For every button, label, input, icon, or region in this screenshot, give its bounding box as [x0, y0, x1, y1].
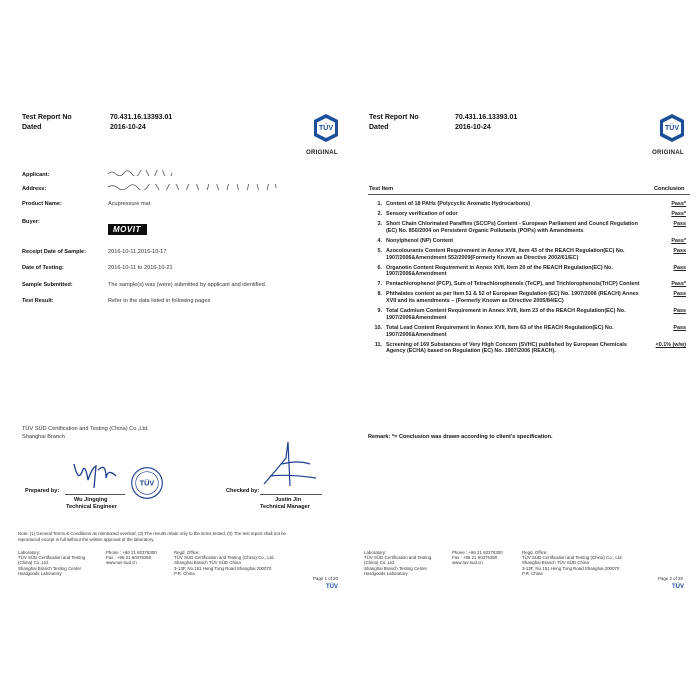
original-stamp: ORIGINAL — [306, 149, 338, 156]
item-conclusion: Pass* — [671, 201, 686, 207]
item-conclusion: Pass — [673, 291, 686, 298]
item-conclusion: <0.1% (w/w) — [655, 341, 686, 348]
footer-contact: Phone : +86 21 60376300 Fax : +86 21 60376350 www.tuv-sud.cn — [106, 550, 157, 566]
item-description: Total Lead Content Requirement in Annex XVII, Item 63 of the REACH Regulation(EC) No. 1907/2006&Amendment — [386, 324, 614, 338]
item-number: 2. — [377, 210, 382, 217]
item-number: 3. — [377, 220, 382, 227]
item-conclusion: Pass — [673, 324, 686, 331]
item-description: Azocolourants Content Requirement in Annex XVII, Item 43 of the REACH Regulation(EC) No. 1907/2006&Amendment 552/2009(Formerly Known as Directive 2002/61/EC) — [386, 247, 625, 261]
sample-submitted-label: Sample Submitted: — [22, 282, 73, 288]
item-conclusion: Pass* — [671, 237, 686, 244]
receipt-date-value: 2016-10-11,2016-10-17 — [108, 249, 167, 255]
prepared-by-title: Technical Engineer — [66, 504, 117, 510]
report-page-2 — [352, 98, 692, 598]
footer-laboratory: Laboratory: TÜV SÜD Certification and Testing (China) Co.,Ltd. Shanghai Branch Testing Center Hardgoods Laboratory — [364, 550, 432, 576]
receipt-date-label: Receipt Date of Sample: — [22, 249, 87, 255]
checked-signature-line — [260, 494, 322, 495]
tuv-logo-icon — [657, 113, 687, 143]
remark-text: Remark: *= Conclusion was drawn according to client's specification. — [368, 434, 553, 440]
item-conclusion: Pass* — [671, 281, 686, 288]
address-label: Address: — [22, 186, 47, 192]
prepared-by-name: Wu Jingqing — [74, 497, 108, 503]
footer-tuv-mark: TÜV — [672, 584, 684, 590]
checked-by-name: Justin Jin — [275, 497, 302, 503]
sample-submitted-value: The sample(s) was (were) submitted by applicant and identified. — [108, 282, 267, 288]
test-result-label: Test Result: — [22, 298, 54, 304]
checked-by-label: Checked by: — [226, 488, 260, 494]
test-item-header: Test Item — [369, 186, 394, 192]
item-number: 9. — [377, 308, 382, 315]
footer-regd-office: Regd. Office: TÜV SÜD Certification and Testing (China) Co., Ltd. Shanghai Branch TÜV SÜD China 3-13F, No.151 Heng Tong Road Shanghai 200070 P.R. China — [522, 550, 623, 576]
item-description: Screening of 169 Substances of Very High Concern (SVHC) published by European Chemicals Agency (ECHA) based on Regulation (EC) No. 1907/2006 (REACH). — [386, 341, 627, 355]
prepared-signature-line — [65, 494, 125, 495]
report-page-1 — [8, 98, 348, 598]
page-number-1: Page 1 of 20 — [313, 576, 338, 581]
dated-value: 2016-10-24 — [110, 124, 146, 131]
company-name: TÜV SÜD Certification and Testing (China) Co.,Ltd. — [22, 426, 149, 432]
table-row — [368, 221, 686, 238]
report-no-label: Test Report No — [369, 114, 419, 121]
item-conclusion: Pass* — [671, 210, 686, 217]
item-description: Sensory verification of odor — [386, 210, 458, 217]
tuv-logo-icon — [311, 113, 341, 143]
item-description: Content of 18 PAHs (Polycyclic Aromatic Hydrocarbons) — [386, 201, 531, 207]
test-result-value: Refer to the data listed in following pages — [108, 298, 211, 304]
report-no-value: 70.431.16.13393.01 — [455, 114, 518, 121]
signature-jin-icon — [258, 438, 320, 496]
applicant-label: Applicant: — [22, 172, 50, 178]
dated-label: Dated — [369, 124, 389, 131]
dated-label: Dated — [22, 124, 42, 131]
applicant-redacted — [108, 170, 173, 176]
test-items-table — [368, 201, 686, 358]
item-number: 5. — [377, 247, 382, 254]
original-stamp: ORIGINAL — [652, 149, 684, 156]
svg-text:TÜV: TÜV — [139, 478, 155, 488]
item-description: Organotin Content Requirement in Annex XVII, Item 20 of the REACH Regulation(EC) No. 1907/2006&Amendment — [386, 264, 613, 278]
table-row — [368, 211, 686, 221]
item-conclusion: Pass — [673, 247, 686, 254]
item-description: Phthalates content as per Item 51 & 52 of European Regulation (EC) No. 1907/2006 (REACH) Annex XVII and its amendments – (Formerly Known as Directive 2005/84/EC) — [386, 291, 639, 305]
footer-regd-office: Regd. Office: TÜV SÜD Certification and Testing (China) Co., Ltd. Shanghai Branch TÜV SÜD China 3-13F, No.151 Heng Tong Road Shanghai 200070 P.R. China — [174, 550, 275, 576]
item-conclusion: Pass — [673, 220, 686, 227]
item-number: 6. — [377, 264, 382, 271]
note-line-1: Note: (1) General Terms & Conditions as mentioned overleaf, (2) The results relate only to the items tested, (3) The test report shall not be — [18, 531, 286, 536]
company-branch: Shanghai Branch — [22, 434, 65, 440]
table-row — [368, 238, 686, 248]
table-row — [368, 342, 686, 359]
testing-date-value: 2016-10-11 to 2016-10-21 — [108, 265, 173, 271]
note-line-2: reproduced except in full without the written approval of the laboratory. — [18, 537, 155, 542]
prepared-by-label: Prepared by: — [25, 488, 60, 494]
item-description: Total Cadmium Content Requirement in Annex XVII, Item 23 of the REACH Regulation(EC) No. 1907/2006&Amendment — [386, 308, 626, 321]
item-number: 10. — [374, 324, 382, 331]
item-number: 1. — [377, 201, 382, 207]
item-description: Pentachlorophenol (PCP), Sum of Tetrachlorophenols (TeCP), and Trichlorophenols(TriCP) Content — [386, 281, 640, 288]
report-no-value: 70.431.16.13393.01 — [110, 114, 173, 121]
svg-text:TÜV: TÜV — [665, 125, 679, 132]
footer-contact: Phone : +86 21 60376300 Fax : +86 21 60376350 www.tuv-sud.cn — [452, 550, 503, 566]
footer-laboratory: Laboratory: TÜV SÜD Certification and Testing (China) Co.,Ltd. Shanghai Branch Testing Center Hardgoods Laboratory — [18, 550, 86, 576]
table-row — [368, 281, 686, 291]
tuv-stamp-icon — [130, 466, 164, 500]
table-row — [368, 201, 686, 211]
item-number: 4. — [377, 237, 382, 244]
item-description: Short Chain Chlorinated Paraffins (SCCPs) Content - European Parliament and Council Regulation (EC) No. 850/2004 on Persistent Organic Pollutants (POPs) with Amendments — [386, 220, 638, 234]
signature-wu-icon — [72, 458, 132, 490]
item-number: 11. — [374, 341, 382, 348]
table-row — [368, 265, 686, 282]
footer-tuv-mark: TÜV — [326, 584, 338, 590]
item-number: 8. — [377, 291, 382, 298]
checked-by-title: Technical Manager — [260, 504, 310, 510]
table-row — [368, 291, 686, 308]
conclusion-header: Conclusion — [654, 186, 685, 192]
svg-text:TÜV: TÜV — [319, 125, 333, 132]
buyer-label: Buyer: — [22, 219, 40, 225]
item-conclusion: Pass — [673, 264, 686, 271]
table-row — [368, 248, 686, 265]
product-name-label: Product Name: — [22, 201, 62, 207]
item-conclusion: Pass — [673, 308, 686, 315]
header-divider — [368, 194, 690, 195]
page-number-2: Page 2 of 20 — [658, 576, 683, 581]
dated-value: 2016-10-24 — [455, 124, 491, 131]
product-name-value: Acupressure mat — [108, 201, 151, 207]
item-description: Nonylphenol (NP) Content — [386, 237, 454, 244]
table-row — [368, 325, 686, 342]
address-redacted — [108, 184, 278, 190]
report-no-label: Test Report No — [22, 114, 72, 121]
table-row — [368, 308, 686, 325]
item-number: 7. — [377, 281, 382, 288]
buyer-logo: MOVIT — [108, 224, 147, 235]
testing-date-label: Date of Testing: — [22, 265, 64, 271]
